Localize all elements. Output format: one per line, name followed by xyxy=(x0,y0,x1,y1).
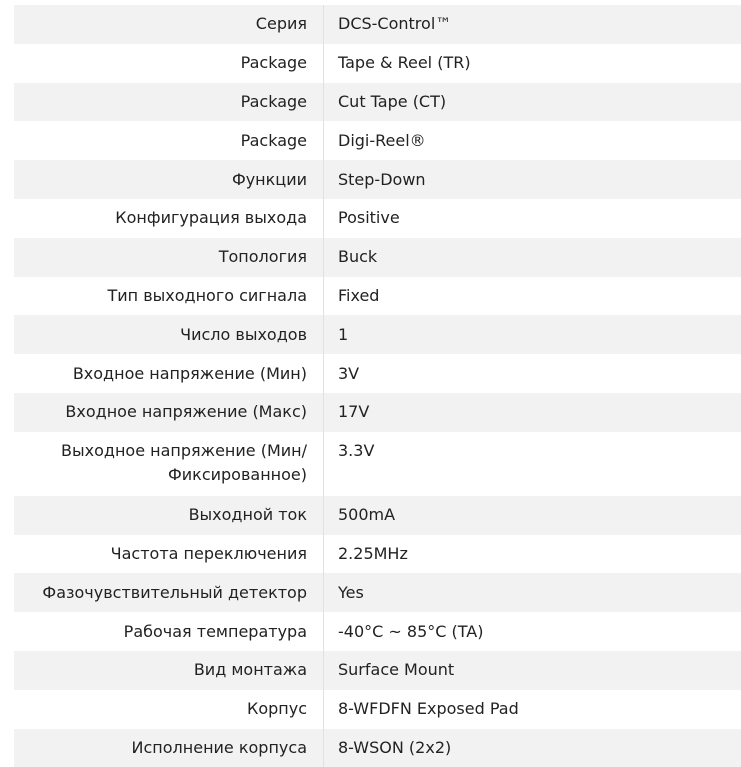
spec-label: Серия xyxy=(14,5,324,44)
spec-value: DCS-Control™ xyxy=(338,14,452,34)
spec-row-supplier-package xyxy=(14,729,741,767)
spec-label: Package xyxy=(14,83,324,122)
spec-value: Cut Tape (CT) xyxy=(338,91,447,111)
spec-value: Digi-Reel® xyxy=(338,130,426,150)
spec-row-output-type xyxy=(14,277,741,316)
spec-row-output-voltage xyxy=(14,432,741,496)
spec-row-output-current xyxy=(14,496,741,535)
spec-label: Функции xyxy=(14,160,324,199)
spec-value: 17V xyxy=(338,402,370,422)
spec-row-switching-frequency xyxy=(14,535,741,574)
spec-row-topology xyxy=(14,238,741,277)
spec-label: Package xyxy=(14,44,324,83)
spec-value: 3V xyxy=(338,363,360,383)
spec-label: Package xyxy=(14,121,324,160)
spec-label: Корпус xyxy=(14,690,324,729)
spec-value: 8-WFDFN Exposed Pad xyxy=(338,699,519,719)
spec-value: -40°C ~ 85°C (TA) xyxy=(338,621,484,641)
spec-value: 1 xyxy=(338,324,349,344)
spec-row-operating-temperature xyxy=(14,612,741,651)
spec-label: Рабочая температура xyxy=(14,612,324,651)
spec-value: Tape & Reel (TR) xyxy=(338,53,471,73)
spec-row-package-tr xyxy=(14,44,741,83)
spec-value: Step-Down xyxy=(338,169,426,189)
spec-label: Выходной ток xyxy=(14,496,324,535)
spec-value: 500mA xyxy=(338,505,396,525)
spec-table xyxy=(14,5,741,767)
spec-row-input-voltage-min xyxy=(14,354,741,393)
spec-row-output-config xyxy=(14,199,741,238)
spec-label: Выходное напряжение (Мин/ Фиксированное) xyxy=(14,432,324,496)
spec-label: Конфигурация выхода xyxy=(14,199,324,238)
spec-row-package-digireel xyxy=(14,121,741,160)
spec-label: Вид монтажа xyxy=(14,651,324,690)
spec-value: Buck xyxy=(338,247,378,267)
spec-label: Топология xyxy=(14,238,324,277)
spec-label: Тип выходного сигнала xyxy=(14,277,324,316)
spec-value: Positive xyxy=(338,208,400,228)
spec-row-package-ct xyxy=(14,83,741,122)
spec-row-package-case xyxy=(14,690,741,729)
spec-value: 3.3V xyxy=(338,440,375,460)
spec-row-mounting-type xyxy=(14,651,741,690)
spec-row-output-count xyxy=(14,315,741,354)
spec-value: Fixed xyxy=(338,285,380,305)
spec-value: Surface Mount xyxy=(338,660,455,680)
spec-row-functions xyxy=(14,160,741,199)
spec-label: Входное напряжение (Макс) xyxy=(14,393,324,432)
spec-value: 2.25MHz xyxy=(338,543,408,563)
spec-value: Yes xyxy=(338,582,364,602)
spec-row-input-voltage-max xyxy=(14,393,741,432)
spec-label: Число выходов xyxy=(14,315,324,354)
spec-label: Исполнение корпуса xyxy=(14,729,324,767)
spec-label: Фазочувствительный детектор xyxy=(14,573,324,612)
spec-row-phase-detector xyxy=(14,573,741,612)
spec-row-series xyxy=(14,5,741,44)
spec-label: Частота переключения xyxy=(14,535,324,574)
spec-label: Входное напряжение (Мин) xyxy=(14,354,324,393)
spec-value: 8-WSON (2x2) xyxy=(338,737,452,757)
